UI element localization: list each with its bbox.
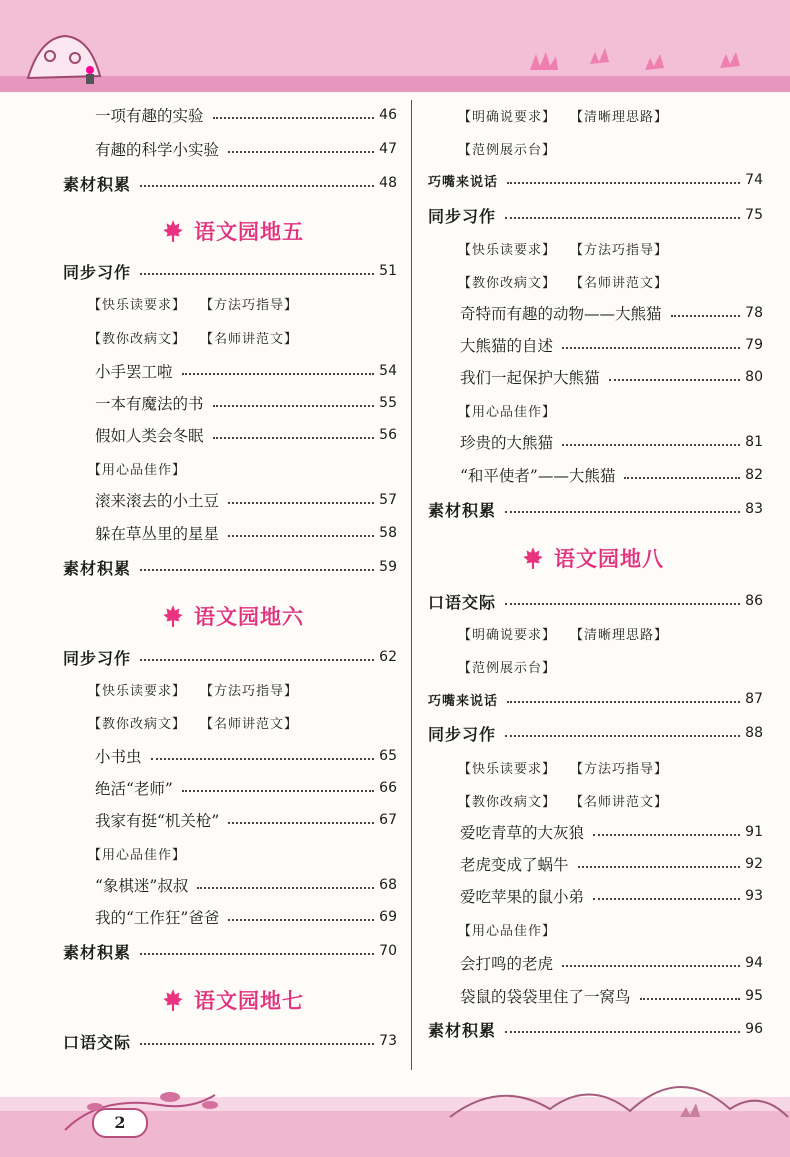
tag-row: 【范例展示台】 xyxy=(458,142,557,158)
toc-entry[interactable]: 大熊猫的自述 79 xyxy=(460,337,763,355)
toc-entry[interactable]: 一本有魔法的书 55 xyxy=(95,395,397,413)
tag-row: 【明确说要求】 【清晰理思路】 xyxy=(458,627,669,643)
toc-entry[interactable]: 我们一起保护大熊猫 80 xyxy=(460,369,763,387)
tag-row: 【用心品佳作】 xyxy=(88,462,187,478)
grass-tufts-icon xyxy=(430,20,790,80)
unit-heading: 语文园地五 xyxy=(160,213,304,249)
toc-entry[interactable]: 袋鼠的袋袋里住了一窝鸟 95 xyxy=(460,988,763,1006)
tag-row: 【明确说要求】 【清晰理思路】 xyxy=(458,109,669,125)
unit-heading: 语文园地七 xyxy=(160,982,304,1018)
toc-section[interactable]: 素材积累 48 xyxy=(63,174,397,194)
toc-section[interactable]: 同步习作 62 xyxy=(63,648,397,668)
toc-entry[interactable]: 一项有趣的实验 46 xyxy=(95,107,397,125)
tag-row: 【用心品佳作】 xyxy=(458,923,557,939)
unit-heading: 语文园地八 xyxy=(520,540,664,576)
toc-section[interactable]: 素材积累 59 xyxy=(63,558,397,578)
toc-section[interactable]: 口语交际 86 xyxy=(428,592,763,612)
toc-section[interactable]: 素材积累 70 xyxy=(63,942,397,962)
toc-entry[interactable]: 爱吃青草的大灰狼 91 xyxy=(460,824,763,842)
toc-entry[interactable]: 绝活“老师” 66 xyxy=(95,780,397,798)
toc-entry[interactable]: 奇特而有趣的动物——大熊猫 78 xyxy=(460,305,763,323)
toc-entry[interactable]: “象棋迷”叔叔 68 xyxy=(95,877,397,895)
toc-entry[interactable]: 爱吃苹果的鼠小弟 93 xyxy=(460,888,763,906)
tag-row: 【范例展示台】 xyxy=(458,660,557,676)
tag-row: 【用心品佳作】 xyxy=(88,847,187,863)
toc-section[interactable]: 素材积累 83 xyxy=(428,500,763,520)
toc-entry[interactable]: 会打鸣的老虎 94 xyxy=(460,955,763,973)
maple-leaf-icon xyxy=(160,987,186,1013)
tag-row: 【快乐读要求】 【方法巧指导】 xyxy=(458,761,669,777)
toc-section[interactable]: 巧嘴来说话 87 xyxy=(428,691,763,709)
cartoon-children-icon xyxy=(20,18,115,88)
toc-entry[interactable]: 假如人类会冬眠 56 xyxy=(95,427,397,445)
toc-entry[interactable]: 躲在草丛里的星星 58 xyxy=(95,525,397,543)
toc-entry[interactable]: 滚来滚去的小土豆 57 xyxy=(95,492,397,510)
tag-row: 【教你改病文】 【名师讲范文】 xyxy=(88,716,299,732)
tag-row: 【教你改病文】 【名师讲范文】 xyxy=(88,331,299,347)
header-decoration xyxy=(0,0,790,92)
tag-row: 【快乐读要求】 【方法巧指导】 xyxy=(458,242,669,258)
toc-entry[interactable]: 小手罢工啦 54 xyxy=(95,363,397,381)
toc-section[interactable]: 同步习作 75 xyxy=(428,206,763,226)
maple-leaf-icon xyxy=(160,218,186,244)
toc-entry[interactable]: “和平使者”——大熊猫 82 xyxy=(460,467,763,485)
page-number: 2 xyxy=(92,1108,148,1138)
toc-entry[interactable]: 珍贵的大熊猫 81 xyxy=(460,434,763,452)
maple-leaf-icon xyxy=(160,603,186,629)
toc-entry[interactable]: 我的“工作狂”爸爸 69 xyxy=(95,909,397,927)
mountains-icon xyxy=(440,1059,790,1119)
tag-row: 【教你改病文】 【名师讲范文】 xyxy=(458,275,669,291)
maple-leaf-icon xyxy=(520,545,546,571)
tag-row: 【快乐读要求】 【方法巧指导】 xyxy=(88,683,299,699)
toc-section[interactable]: 口语交际 73 xyxy=(63,1032,397,1052)
tag-row: 【教你改病文】 【名师讲范文】 xyxy=(458,794,669,810)
tag-row: 【快乐读要求】 【方法巧指导】 xyxy=(88,297,299,313)
unit-heading: 语文园地六 xyxy=(160,598,304,634)
tag-row: 【用心品佳作】 xyxy=(458,404,557,420)
toc-section[interactable]: 同步习作 51 xyxy=(63,262,397,282)
toc-section[interactable]: 巧嘴来说话 74 xyxy=(428,172,763,190)
toc-section[interactable]: 素材积累 96 xyxy=(428,1020,763,1040)
toc-section[interactable]: 同步习作 88 xyxy=(428,724,763,744)
toc-entry[interactable]: 有趣的科学小实验 47 xyxy=(95,141,397,159)
toc-entry[interactable]: 小书虫 65 xyxy=(95,748,397,766)
column-divider xyxy=(411,100,412,1070)
toc-entry[interactable]: 老虎变成了蜗牛 92 xyxy=(460,856,763,874)
toc-entry[interactable]: 我家有挺“机关枪” 67 xyxy=(95,812,397,830)
